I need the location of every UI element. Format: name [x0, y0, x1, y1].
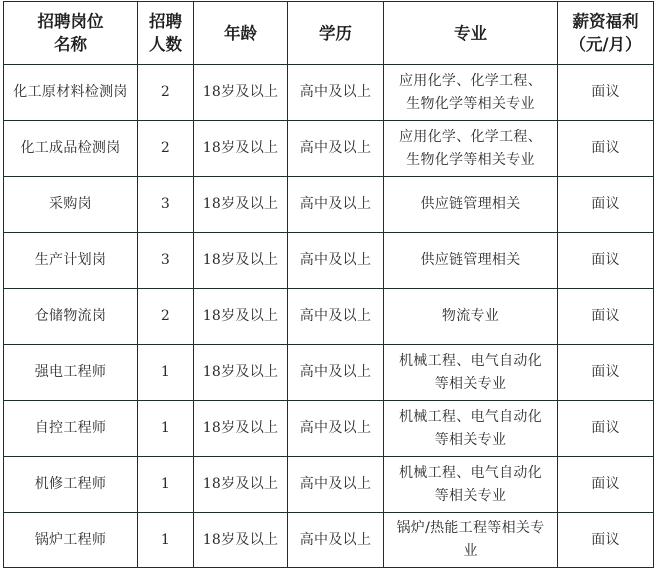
cell-major-text: 机械工程、电气自动化等相关专业	[399, 352, 542, 392]
cell-major	[384, 177, 558, 233]
cell-count: 3	[138, 177, 194, 233]
table-row	[4, 65, 654, 121]
cell-age: 18岁及以上	[194, 289, 288, 345]
cell-education: 高中及以上	[288, 345, 384, 401]
table-row	[4, 401, 654, 457]
cell-age: 18岁及以上	[194, 65, 288, 121]
cell-major	[384, 457, 558, 513]
table-row	[4, 121, 654, 177]
header-salary-line-1: 薪资福利	[572, 12, 639, 31]
cell-education: 高中及以上	[288, 121, 384, 177]
cell-count: 1	[138, 345, 194, 401]
recruitment-table	[3, 1, 654, 568]
header-count-line-2: 人数	[149, 35, 182, 54]
cell-education: 高中及以上	[288, 289, 384, 345]
cell-salary: 面议	[558, 233, 654, 289]
cell-age: 18岁及以上	[194, 401, 288, 457]
header-age: 年龄	[194, 2, 288, 65]
cell-major-text: 锅炉/热能工程等相关专业	[396, 520, 545, 559]
cell-salary: 面议	[558, 401, 654, 457]
cell-major-text: 机械工程、电气自动化等相关专业	[399, 464, 542, 504]
cell-count: 1	[138, 513, 194, 568]
header-major: 专业	[384, 2, 558, 65]
header-salary-line-2: （元/月）	[569, 35, 642, 54]
cell-salary: 面议	[558, 457, 654, 513]
header-count	[138, 2, 194, 65]
cell-salary: 面议	[558, 177, 654, 233]
header-position	[4, 2, 138, 65]
cell-position: 仓储物流岗	[4, 289, 138, 345]
cell-major	[384, 121, 558, 177]
header-education: 学历	[288, 2, 384, 65]
cell-education: 高中及以上	[288, 65, 384, 121]
cell-major	[384, 401, 558, 457]
cell-education: 高中及以上	[288, 401, 384, 457]
cell-age: 18岁及以上	[194, 513, 288, 568]
cell-education: 高中及以上	[288, 233, 384, 289]
cell-age: 18岁及以上	[194, 457, 288, 513]
cell-count: 1	[138, 457, 194, 513]
cell-position: 自控工程师	[4, 401, 138, 457]
cell-salary: 面议	[558, 121, 654, 177]
header-count-line-1: 招聘	[149, 12, 182, 31]
table-row	[4, 345, 654, 401]
cell-position: 锅炉工程师	[4, 513, 138, 568]
cell-major-text: 应用化学、化学工程、生物化学等相关专业	[399, 128, 542, 168]
cell-age: 18岁及以上	[194, 233, 288, 289]
cell-major	[384, 345, 558, 401]
cell-major	[384, 513, 558, 568]
table-row	[4, 289, 654, 345]
cell-position: 化工成品检测岗	[4, 121, 138, 177]
table-row	[4, 233, 654, 289]
cell-major-text: 供应链管理相关	[420, 252, 521, 268]
table-row	[4, 177, 654, 233]
cell-count: 1	[138, 401, 194, 457]
cell-position: 机修工程师	[4, 457, 138, 513]
cell-salary: 面议	[558, 513, 654, 568]
cell-major	[384, 233, 558, 289]
cell-major	[384, 289, 558, 345]
cell-age: 18岁及以上	[194, 345, 288, 401]
cell-position: 生产计划岗	[4, 233, 138, 289]
cell-position: 强电工程师	[4, 345, 138, 401]
cell-major	[384, 65, 558, 121]
cell-major-text: 机械工程、电气自动化等相关专业	[399, 408, 542, 448]
cell-count: 2	[138, 289, 194, 345]
cell-position: 化工原材料检测岗	[4, 65, 138, 121]
cell-major-text: 应用化学、化学工程、生物化学等相关专业	[399, 72, 542, 112]
table-header-row	[4, 2, 654, 65]
cell-salary: 面议	[558, 65, 654, 121]
header-position-line-1: 招聘岗位	[37, 12, 104, 31]
cell-count: 2	[138, 65, 194, 121]
table-row	[4, 457, 654, 513]
cell-salary: 面议	[558, 289, 654, 345]
cell-age: 18岁及以上	[194, 121, 288, 177]
cell-salary: 面议	[558, 345, 654, 401]
cell-count: 3	[138, 233, 194, 289]
table-row	[4, 513, 654, 568]
cell-education: 高中及以上	[288, 513, 384, 568]
header-salary	[558, 2, 654, 65]
cell-major-text: 物流专业	[441, 308, 500, 324]
cell-position: 采购岗	[4, 177, 138, 233]
cell-count: 2	[138, 121, 194, 177]
cell-education: 高中及以上	[288, 457, 384, 513]
cell-age: 18岁及以上	[194, 177, 288, 233]
header-position-line-2: 名称	[54, 35, 87, 54]
cell-major-text: 供应链管理相关	[420, 196, 521, 212]
cell-education: 高中及以上	[288, 177, 384, 233]
